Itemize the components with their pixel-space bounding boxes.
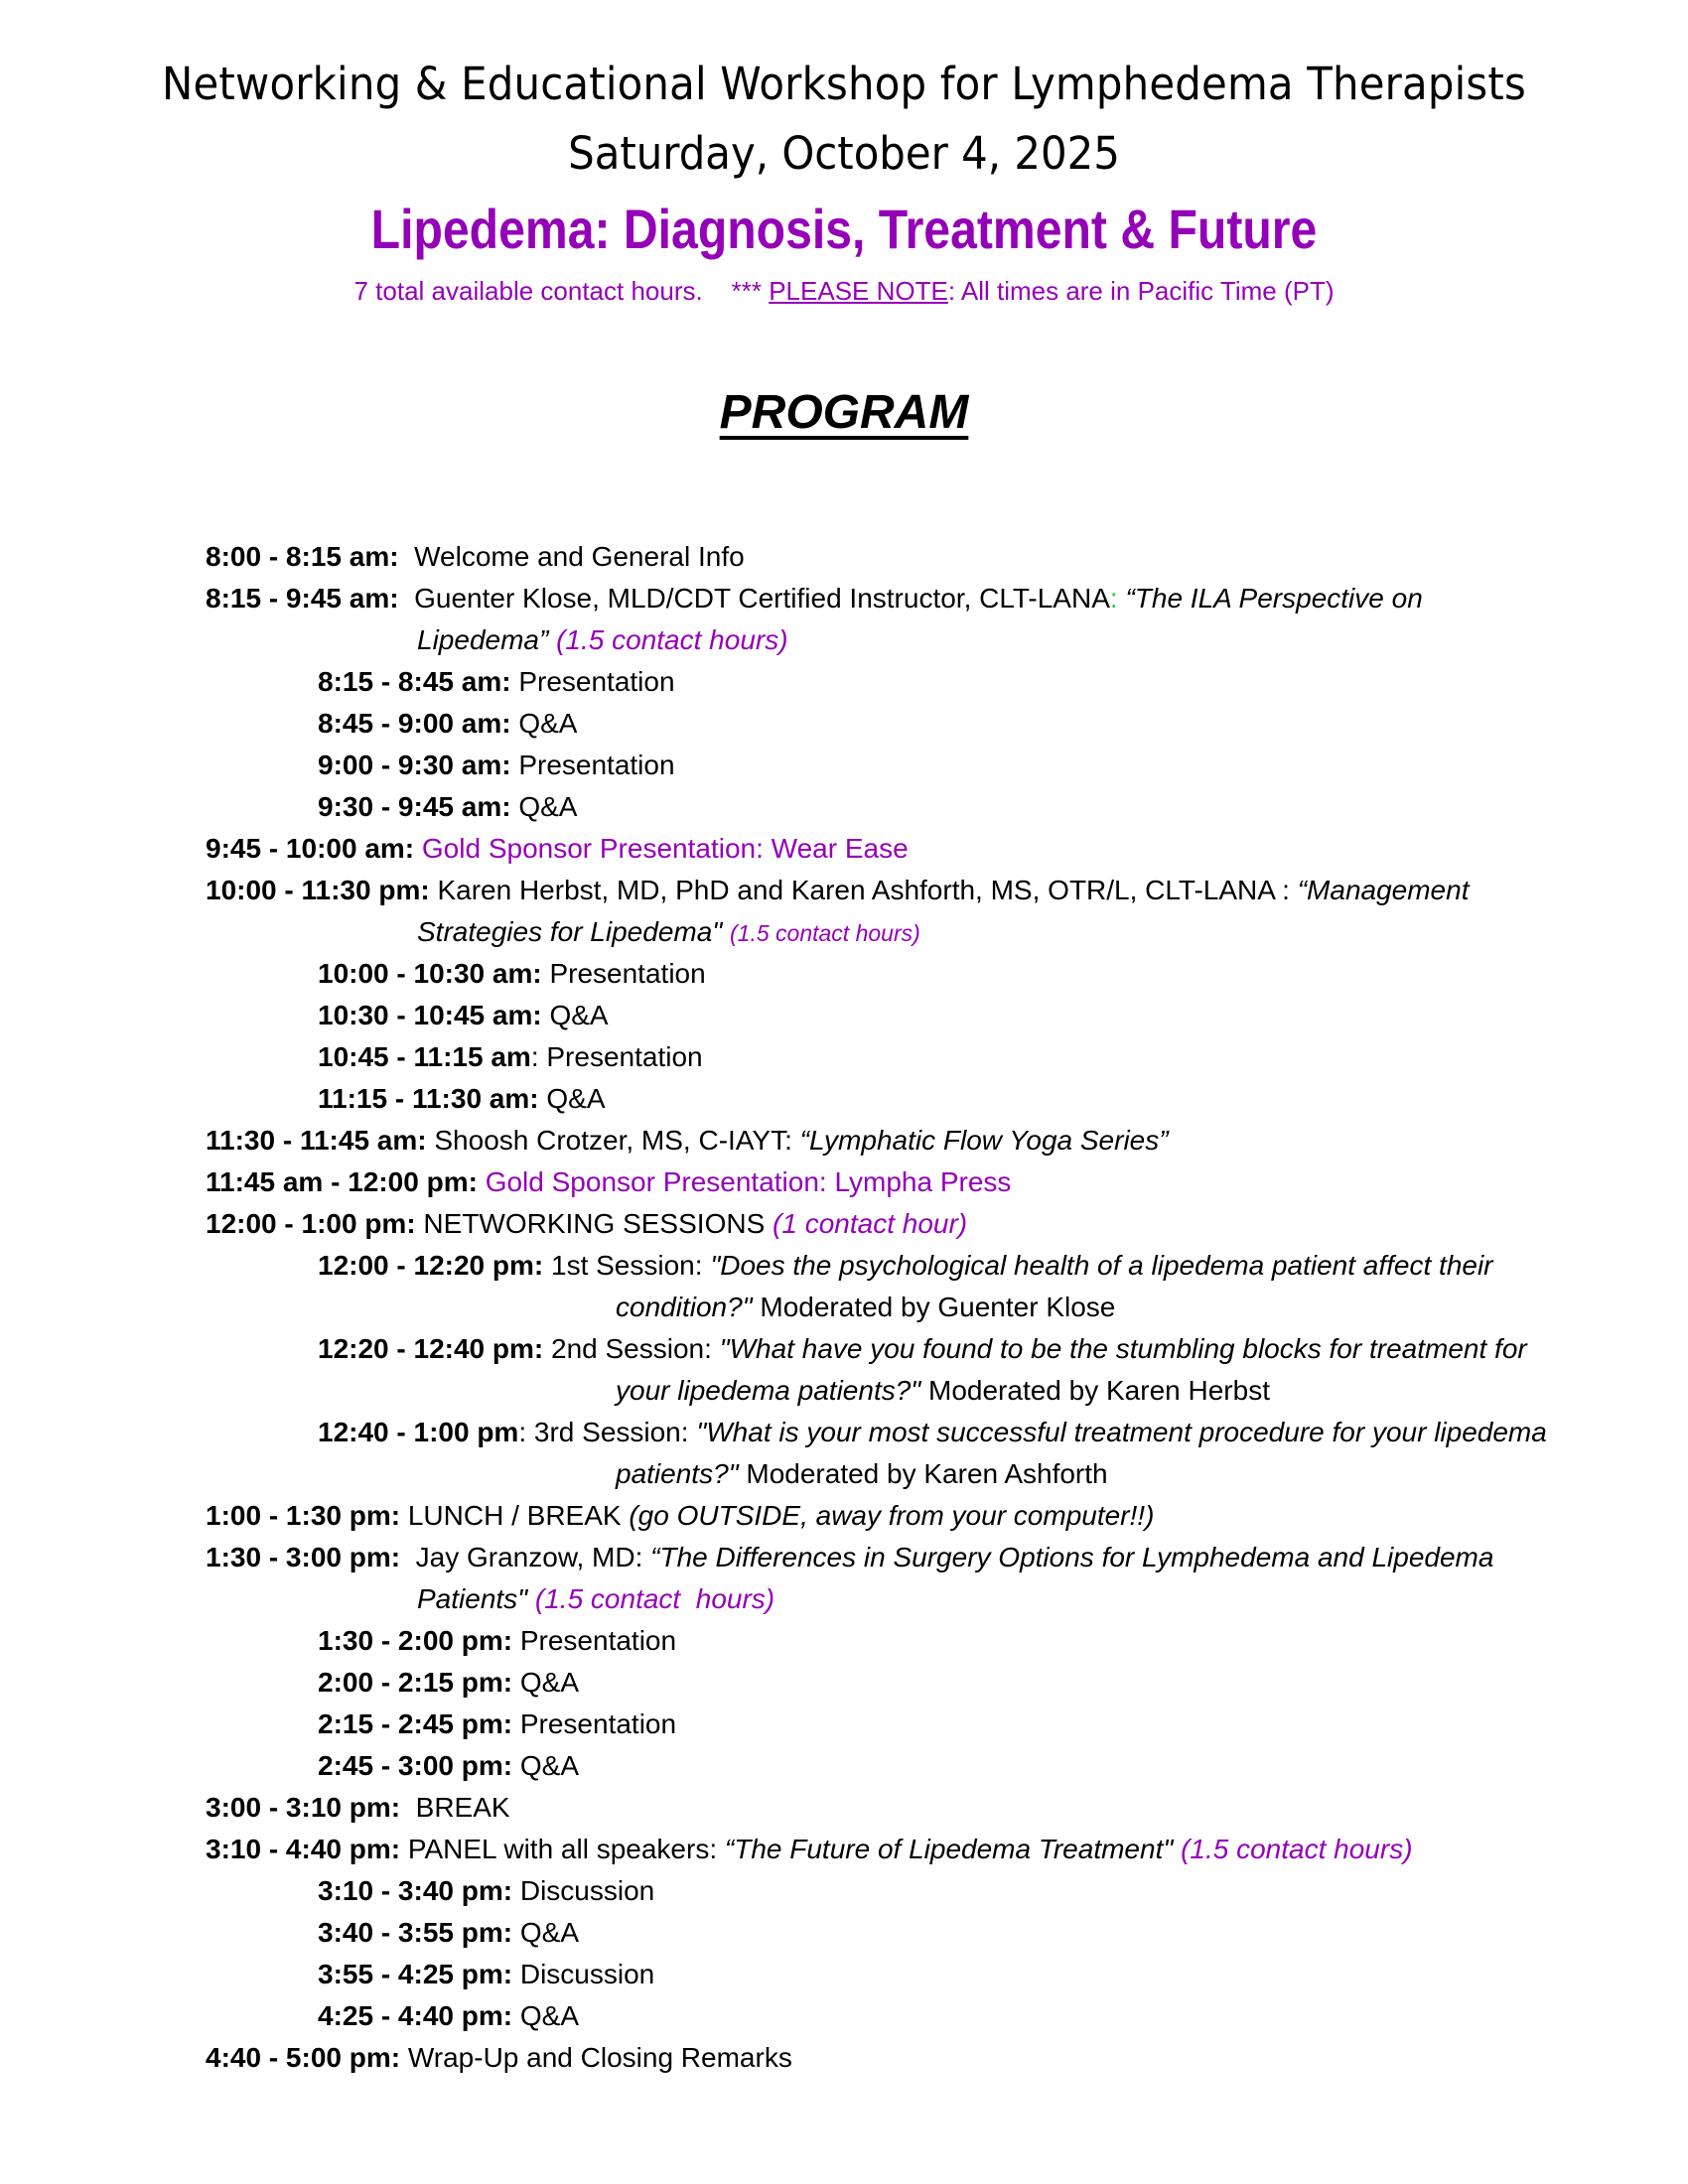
schedule-item-herbst	[206, 870, 1469, 911]
speaker: Shoosh Crotzer, MS, C-IAYT:	[434, 1125, 792, 1156]
contact-hours: (1.5 contact hours)	[730, 920, 920, 946]
sub-time: 9:00 - 9:30 am:	[318, 750, 511, 780]
sub-item	[318, 661, 675, 703]
sub-text: Q&A	[519, 2000, 579, 2031]
session-question: "What have you found to be the stumbling blocks for treatment for	[719, 1333, 1527, 1364]
schedule-item-granzow	[206, 1537, 1493, 1578]
sub-text: Presentation	[549, 958, 706, 989]
sub-item	[318, 1078, 606, 1120]
sponsor-text: Gold Sponsor Presentation: Wear Ease	[421, 833, 909, 864]
sub-text: Q&A	[518, 708, 578, 739]
sub-time: 8:45 - 9:00 am:	[318, 708, 511, 739]
schedule-item-panel	[206, 1829, 1413, 1870]
schedule-item-wrapup	[206, 2037, 792, 2079]
sub-time: 10:45 - 11:15 am	[318, 1041, 531, 1072]
sub-text: Q&A	[549, 1000, 609, 1030]
item-aside: (go OUTSIDE, away from your computer!!)	[629, 1500, 1155, 1531]
sub-item	[318, 703, 577, 745]
item-time: 9:45 - 10:00 am:	[206, 833, 415, 864]
networking-session	[318, 1412, 1547, 1453]
sub-item	[318, 1620, 676, 1662]
sub-item	[318, 745, 675, 786]
timezone-note: : All times are in Pacific Time (PT)	[947, 276, 1335, 306]
item-time: 3:10 - 4:40 pm:	[206, 1834, 401, 1864]
program-heading: PROGRAM	[719, 386, 969, 439]
sub-text: Q&A	[518, 791, 578, 822]
session-moderator: Moderated by Karen Ashforth	[746, 1458, 1108, 1489]
sub-text: Presentation	[546, 1041, 703, 1072]
item-text: BREAK	[415, 1792, 510, 1823]
item-time: 11:30 - 11:45 am:	[206, 1125, 427, 1156]
sub-item	[318, 995, 609, 1036]
talk-title-cont: Patients"	[417, 1583, 528, 1614]
note-stars: ***	[731, 276, 762, 306]
talk-title: “The ILA Perspective on	[1125, 583, 1423, 614]
sub-item	[318, 1662, 579, 1704]
sub-text: Q&A	[519, 1750, 579, 1781]
sub-time: 8:15 - 8:45 am:	[318, 666, 511, 697]
item-text: PANEL with all speakers:	[407, 1834, 718, 1864]
talk-title: “Management	[1297, 875, 1470, 905]
schedule-item-welcome	[206, 536, 745, 578]
item-time: 8:15 - 9:45 am:	[206, 583, 399, 614]
item-text: Wrap-Up and Closing Remarks	[407, 2042, 792, 2073]
schedule-item-granzow-cont	[417, 1578, 774, 1620]
item-time: 1:30 - 3:00 pm:	[206, 1542, 401, 1572]
sub-time: 11:15 - 11:30 am:	[318, 1083, 539, 1114]
schedule-item-herbst-cont	[417, 911, 920, 953]
networking-session-cont	[616, 1287, 1115, 1328]
sub-time: 2:45 - 3:00 pm:	[318, 1750, 513, 1781]
sub-time: 3:10 - 3:40 pm:	[318, 1875, 513, 1906]
item-text: NETWORKING SESSIONS	[423, 1208, 766, 1239]
sub-text: Discussion	[519, 1959, 655, 1989]
sub-item	[318, 953, 706, 995]
sub-item	[318, 1995, 579, 2037]
sub-text: Q&A	[519, 1917, 579, 1948]
contact-hours: (1 contact hour)	[773, 1208, 968, 1239]
sub-time: 10:30 - 10:45 am:	[318, 1000, 542, 1030]
sub-item	[318, 1704, 676, 1745]
contact-hours-note	[0, 276, 1688, 307]
sub-text: Q&A	[546, 1083, 606, 1114]
total-hours-text: 7 total available contact hours.	[353, 276, 703, 306]
workshop-date: Saturday, October 4, 2025	[568, 127, 1120, 180]
sub-time: 12:00 - 12:20 pm:	[318, 1250, 544, 1281]
item-time: 3:00 - 3:10 pm:	[206, 1792, 401, 1823]
sub-time: 9:30 - 9:45 am:	[318, 791, 511, 822]
speaker: Karen Herbst, MD, PhD and Karen Ashforth, MS, OTR/L, CLT-LANA :	[437, 875, 1290, 905]
item-time: 4:40 - 5:00 pm:	[206, 2042, 401, 2073]
sub-time: 12:20 - 12:40 pm:	[318, 1333, 544, 1364]
schedule-item-klose-cont	[417, 619, 788, 661]
session-label: 3rd Session:	[533, 1417, 689, 1447]
contact-hours: (1.5 contact hours)	[534, 1583, 775, 1614]
schedule-item-lunch	[206, 1495, 1154, 1537]
sub-text: Presentation	[518, 666, 675, 697]
green-colon: :	[1109, 583, 1118, 614]
sub-text: Q&A	[519, 1667, 579, 1698]
contact-hours: (1.5 contact hours)	[1181, 1834, 1413, 1864]
sub-text: Presentation	[519, 1708, 677, 1739]
item-time: 12:00 - 1:00 pm:	[206, 1208, 416, 1239]
session-question-cont: patients?"	[616, 1458, 739, 1489]
session-question: "Does the psychological health of a lipedema patient affect their	[710, 1250, 1493, 1281]
talk-title: “The Future of Lipedema Treatment"	[724, 1834, 1174, 1864]
sub-time: 12:40 - 1:00 pm	[318, 1417, 519, 1447]
item-text: LUNCH / BREAK	[407, 1500, 622, 1531]
networking-session-cont	[616, 1370, 1270, 1412]
sub-item	[318, 1954, 654, 1995]
speaker: Jay Granzow, MD:	[415, 1542, 643, 1572]
sub-item	[318, 786, 577, 828]
networking-session-cont	[616, 1453, 1108, 1495]
schedule-item-break	[206, 1787, 510, 1829]
workshop-title: Networking & Educational Workshop for Lymphedema Therapists	[162, 58, 1526, 110]
schedule-item-yoga	[206, 1120, 1169, 1161]
schedule-item-sponsor-lympha-press	[206, 1161, 1011, 1203]
schedule-item-klose	[206, 578, 1423, 619]
session-moderator: Moderated by Karen Herbst	[928, 1375, 1270, 1406]
sub-time: 4:25 - 4:40 pm:	[318, 2000, 513, 2031]
session-label: 2nd Session:	[551, 1333, 712, 1364]
session-label: 1st Session:	[551, 1250, 703, 1281]
networking-session	[318, 1328, 1527, 1370]
sub-time: 10:00 - 10:30 am:	[318, 958, 542, 989]
sub-colon: :	[530, 1041, 539, 1072]
sub-item	[318, 1745, 579, 1787]
sub-time: 2:00 - 2:15 pm:	[318, 1667, 513, 1698]
item-time: 10:00 - 11:30 pm:	[206, 875, 430, 905]
session-moderator: Moderated by Guenter Klose	[760, 1292, 1116, 1322]
sub-time: 3:55 - 4:25 pm:	[318, 1959, 513, 1989]
sub-text: Presentation	[519, 1625, 677, 1656]
networking-session	[318, 1245, 1493, 1287]
sub-time: 3:40 - 3:55 pm:	[318, 1917, 513, 1948]
item-text: Welcome and General Info	[414, 541, 745, 572]
sub-time: 2:15 - 2:45 pm:	[318, 1708, 513, 1739]
contact-hours: (1.5 contact hours)	[556, 624, 788, 655]
sub-text: Discussion	[519, 1875, 655, 1906]
item-time: 8:00 - 8:15 am:	[206, 541, 399, 572]
sub-text: Presentation	[518, 750, 675, 780]
item-time: 11:45 am - 12:00 pm:	[206, 1166, 478, 1197]
session-question-cont: condition?"	[616, 1292, 753, 1322]
sub-item	[318, 1912, 579, 1954]
schedule-item-networking	[206, 1203, 967, 1245]
schedule-item-sponsor-wear-ease	[206, 828, 909, 870]
session-question-cont: your lipedema patients?"	[616, 1375, 921, 1406]
sub-colon: :	[518, 1417, 527, 1447]
session-question: "What is your most successful treatment procedure for your lipedema	[696, 1417, 1547, 1447]
workshop-subtitle: Lipedema: Diagnosis, Treatment & Future	[370, 198, 1318, 260]
sponsor-text: Gold Sponsor Presentation: Lympha Press	[485, 1166, 1012, 1197]
please-note-label: PLEASE NOTE	[769, 276, 948, 306]
speaker: Guenter Klose, MLD/CDT Certified Instructor, CLT-LANA	[414, 583, 1110, 614]
talk-title-cont: Strategies for Lipedema"	[417, 916, 723, 947]
sub-time: 1:30 - 2:00 pm:	[318, 1625, 513, 1656]
talk-title: “The Differences in Surgery Options for Lymphedema and Lipedema	[650, 1542, 1494, 1572]
sub-item	[318, 1036, 703, 1078]
talk-title: “Lymphatic Flow Yoga Series”	[799, 1125, 1169, 1156]
talk-title-cont: Lipedema”	[417, 624, 549, 655]
item-time: 1:00 - 1:30 pm:	[206, 1500, 401, 1531]
sub-item	[318, 1870, 654, 1912]
